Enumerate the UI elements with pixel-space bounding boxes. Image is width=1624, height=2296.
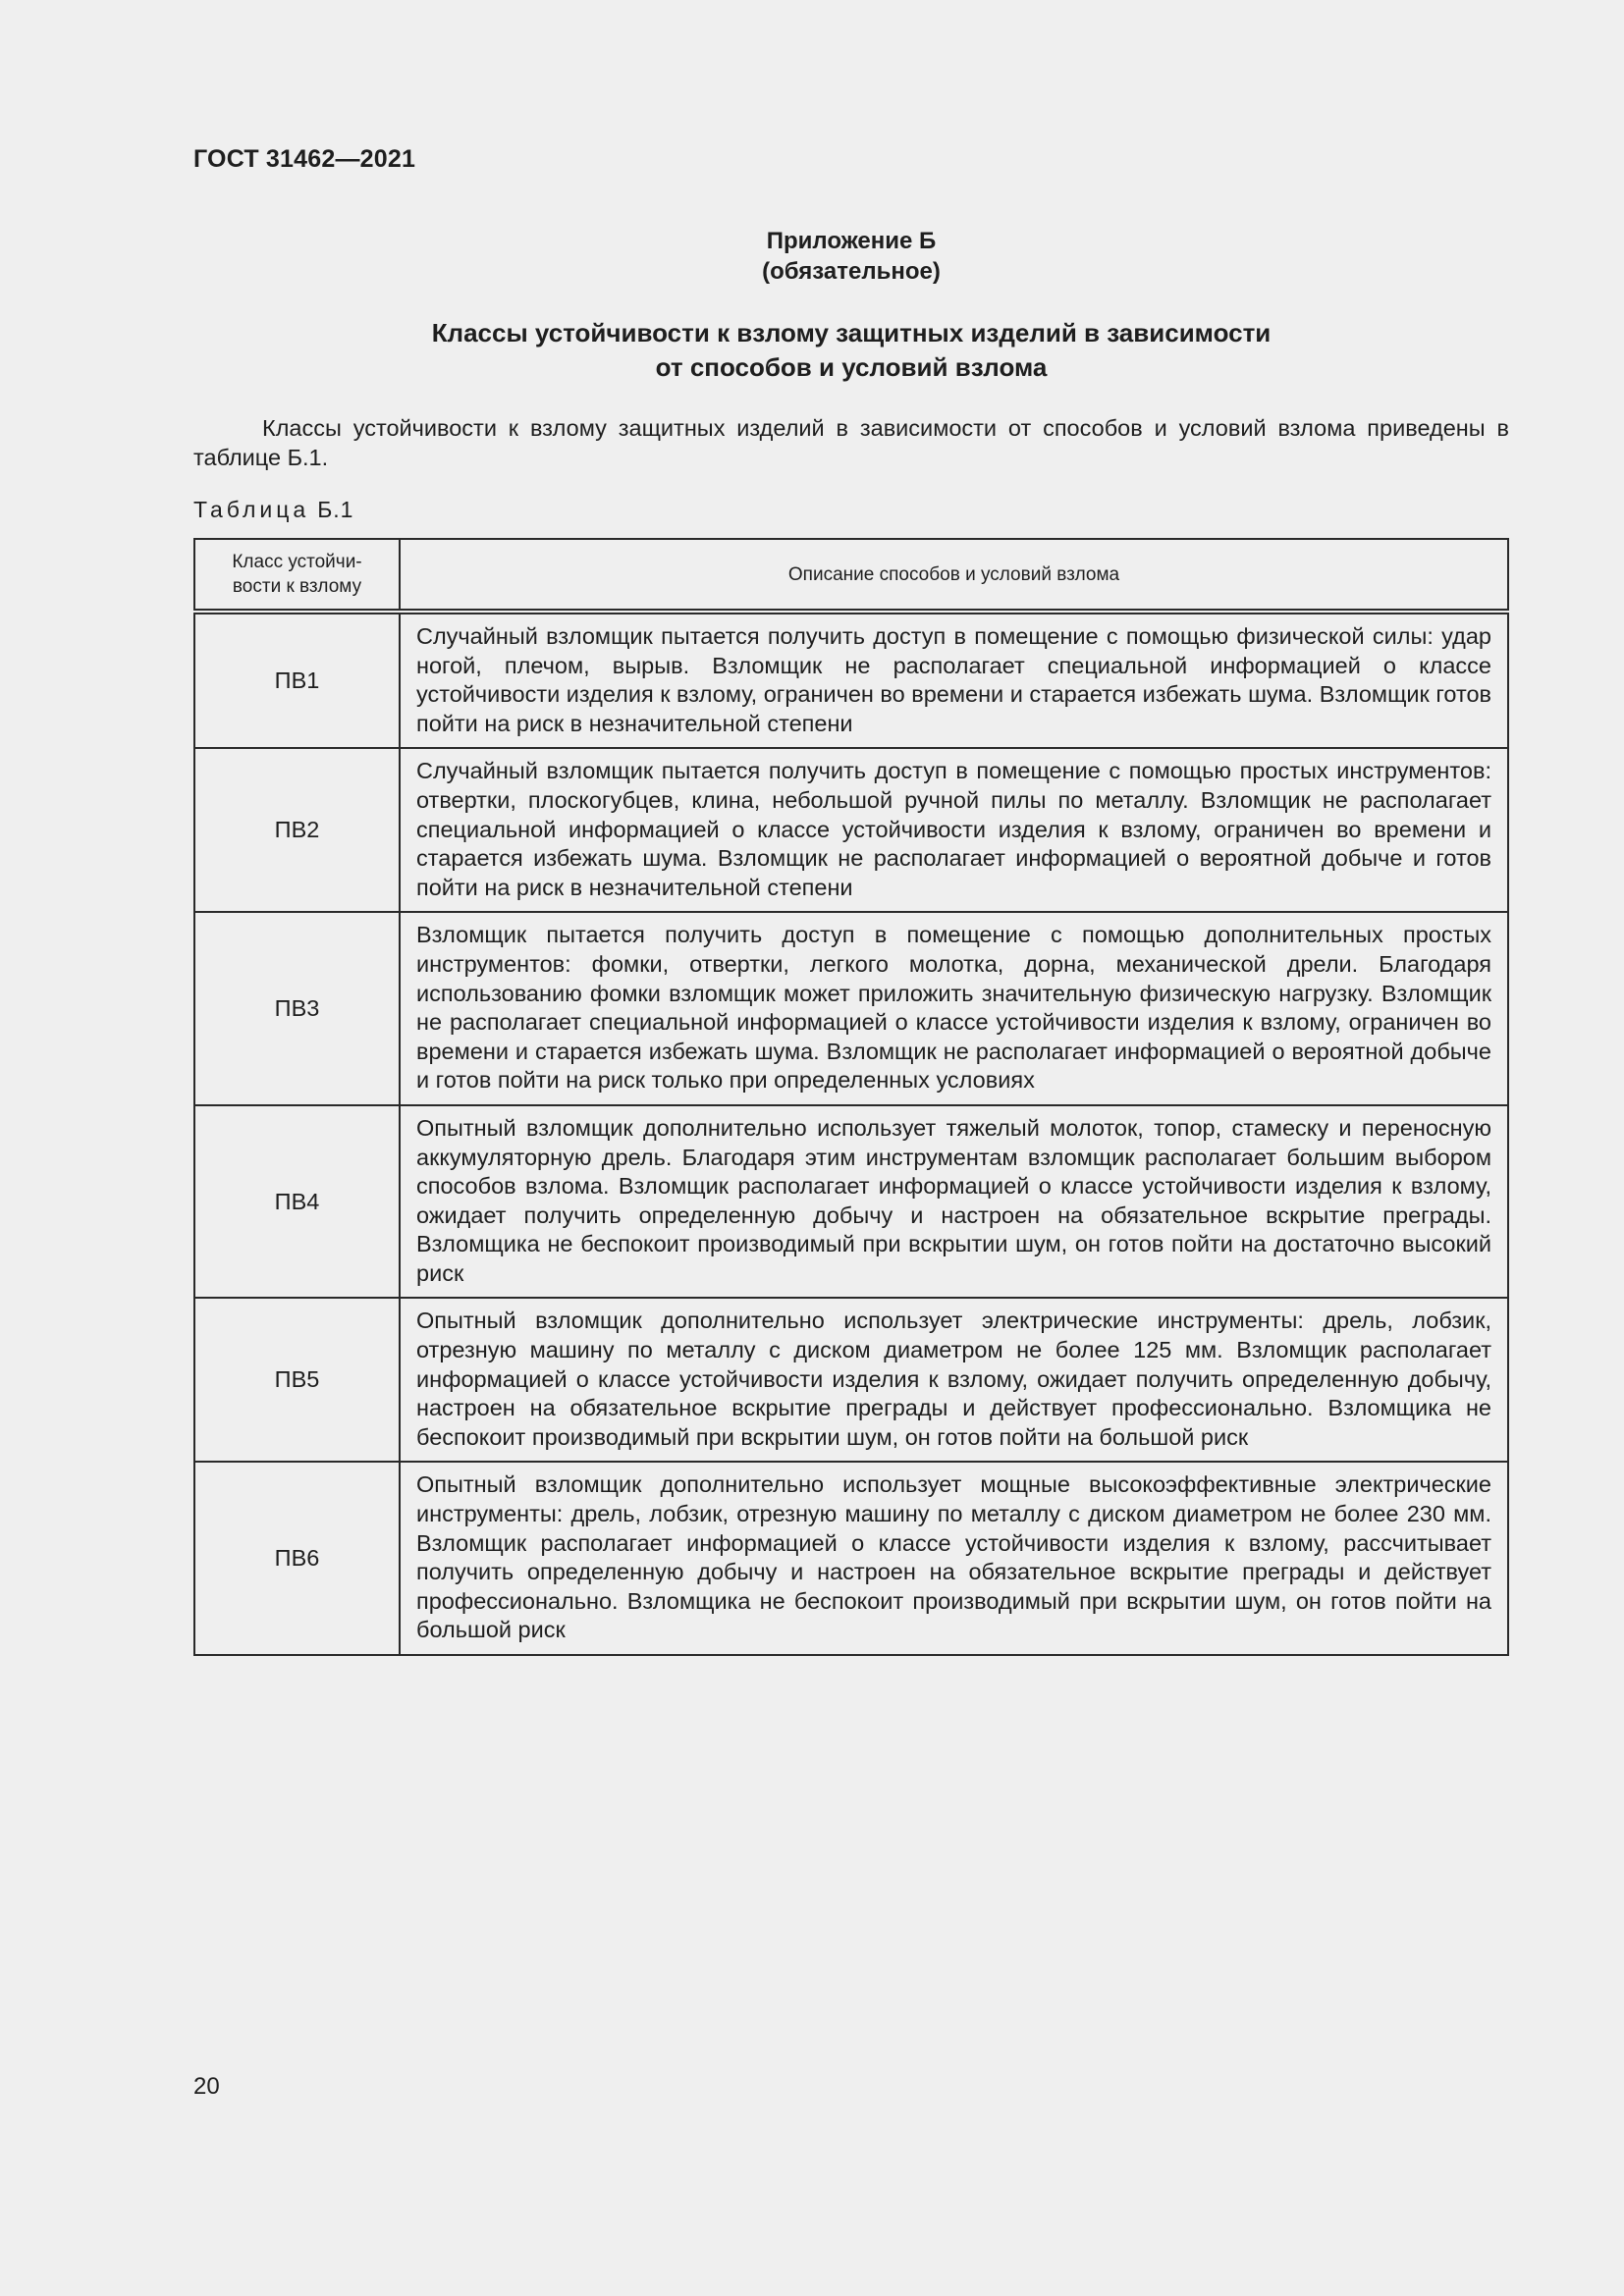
class-cell: ПВ1 [194, 612, 400, 748]
table-row [194, 1298, 1508, 1462]
table-row [194, 1105, 1508, 1299]
class-cell: ПВ2 [194, 748, 400, 912]
document-code: ГОСТ 31462—2021 [193, 145, 416, 173]
table-row [194, 612, 1508, 748]
table-caption-word: Таблица [193, 497, 310, 522]
appendix-heading [193, 226, 1509, 287]
table-row [194, 748, 1508, 912]
table-row [194, 912, 1508, 1105]
table-header-row [194, 539, 1508, 612]
description-cell: Опытный взломщик дополнительно использует мощные высокоэффективные электрические инструменты: дрель, лобзик, отрезную машину по металлу с диском диаметром не более 230 мм. Взломщик располагает информацией о классе устойчивости изделия к взлому, рассчитывает получить определенную добычу и настроен на обязательное вскрытие преграды и действует профессионально. Взломщика не беспокоит производимый при вскрытии шум, он готов пойти на большой риск [400, 1462, 1508, 1655]
burglary-classes-table [193, 538, 1509, 1656]
header-class-line-1: Класс устойчи- [232, 552, 362, 572]
description-cell: Случайный взломщик пытается получить доступ в помещение с помощью физической силы: удар ногой, плечом, вырыв. Взломщик не располагает специальной информацией о классе устойчивости изделия к взлому, ограничен во времени и старается избежать шума. Взломщик готов пойти на риск в незначительной степени [400, 612, 1508, 748]
description-cell: Опытный взломщик дополнительно использует электрические инструменты: дрель, лобзик, отрезную машину по металлу с диском диаметром не более 125 мм. Взломщик располагает информацией о классе устойчивости изделия к взлому, ожидает получить определенную добычу, настроен на обязательное вскрытие преграды и действует профессионально. Взломщика не беспокоит производимый при вскрытии шум, он готов пойти на большой риск [400, 1298, 1508, 1462]
header-description: Описание способов и условий взлома [400, 539, 1508, 612]
description-cell: Взломщик пытается получить доступ в помещение с помощью дополнительных простых инструментов: фомки, отвертки, легкого молотка, дорна, механической дрели. Благодаря использованию фомки взломщик может приложить значительную физическую нагрузку. Взломщик не располагает специальной информацией о классе устойчивости изделия к взлому, ограничен во времени и старается избежать шума. Взломщик не располагает информацией о вероятной добыче и готов пойти на риск только при определенных условиях [400, 912, 1508, 1105]
table-caption-number: Б.1 [317, 497, 354, 522]
class-cell: ПВ3 [194, 912, 400, 1105]
page-title [193, 316, 1509, 385]
header-class [194, 539, 400, 612]
page-number: 20 [193, 2073, 220, 2100]
table-caption [193, 497, 353, 523]
appendix-status: (обязательное) [762, 258, 941, 285]
class-cell: ПВ4 [194, 1105, 400, 1299]
appendix-label: Приложение Б [766, 228, 937, 254]
description-cell: Случайный взломщик пытается получить доступ в помещение с помощью простых инструментов: отвертки, плоскогубцев, клина, небольшой ручной пилы по металлу. Взломщик не располагает специальной информацией о классе устойчивости изделия к взлому, ограничен во времени и старается избежать шума. Взломщик не располагает информацией о вероятной добыче и готов пойти на риск в незначительной степени [400, 748, 1508, 912]
intro-paragraph: Классы устойчивости к взлому защитных изделий в зависимости от способов и условий взлома приведены в таблице Б.1. [193, 415, 1509, 470]
header-class-line-2: вости к взлому [232, 576, 362, 597]
description-cell: Опытный взломщик дополнительно использует тяжелый молоток, топор, стамеску и переносную аккумуляторную дрель. Благодаря этим инструментам взломщик располагает большим выбором способов взлома. Взломщик располагает информацией о классе устойчивости изделия к взлому, ожидает получить определенную добычу и настроен на обязательное вскрытие преграды. Взломщика не беспокоит производимый при вскрытии шум, он готов пойти на достаточно высокий риск [400, 1105, 1508, 1299]
title-line-1: Классы устойчивости к взлому защитных изделий в зависимости [431, 318, 1272, 347]
class-cell: ПВ5 [194, 1298, 400, 1462]
class-cell: ПВ6 [194, 1462, 400, 1655]
title-line-2: от способов и условий взлома [655, 352, 1048, 382]
table-row [194, 1462, 1508, 1655]
